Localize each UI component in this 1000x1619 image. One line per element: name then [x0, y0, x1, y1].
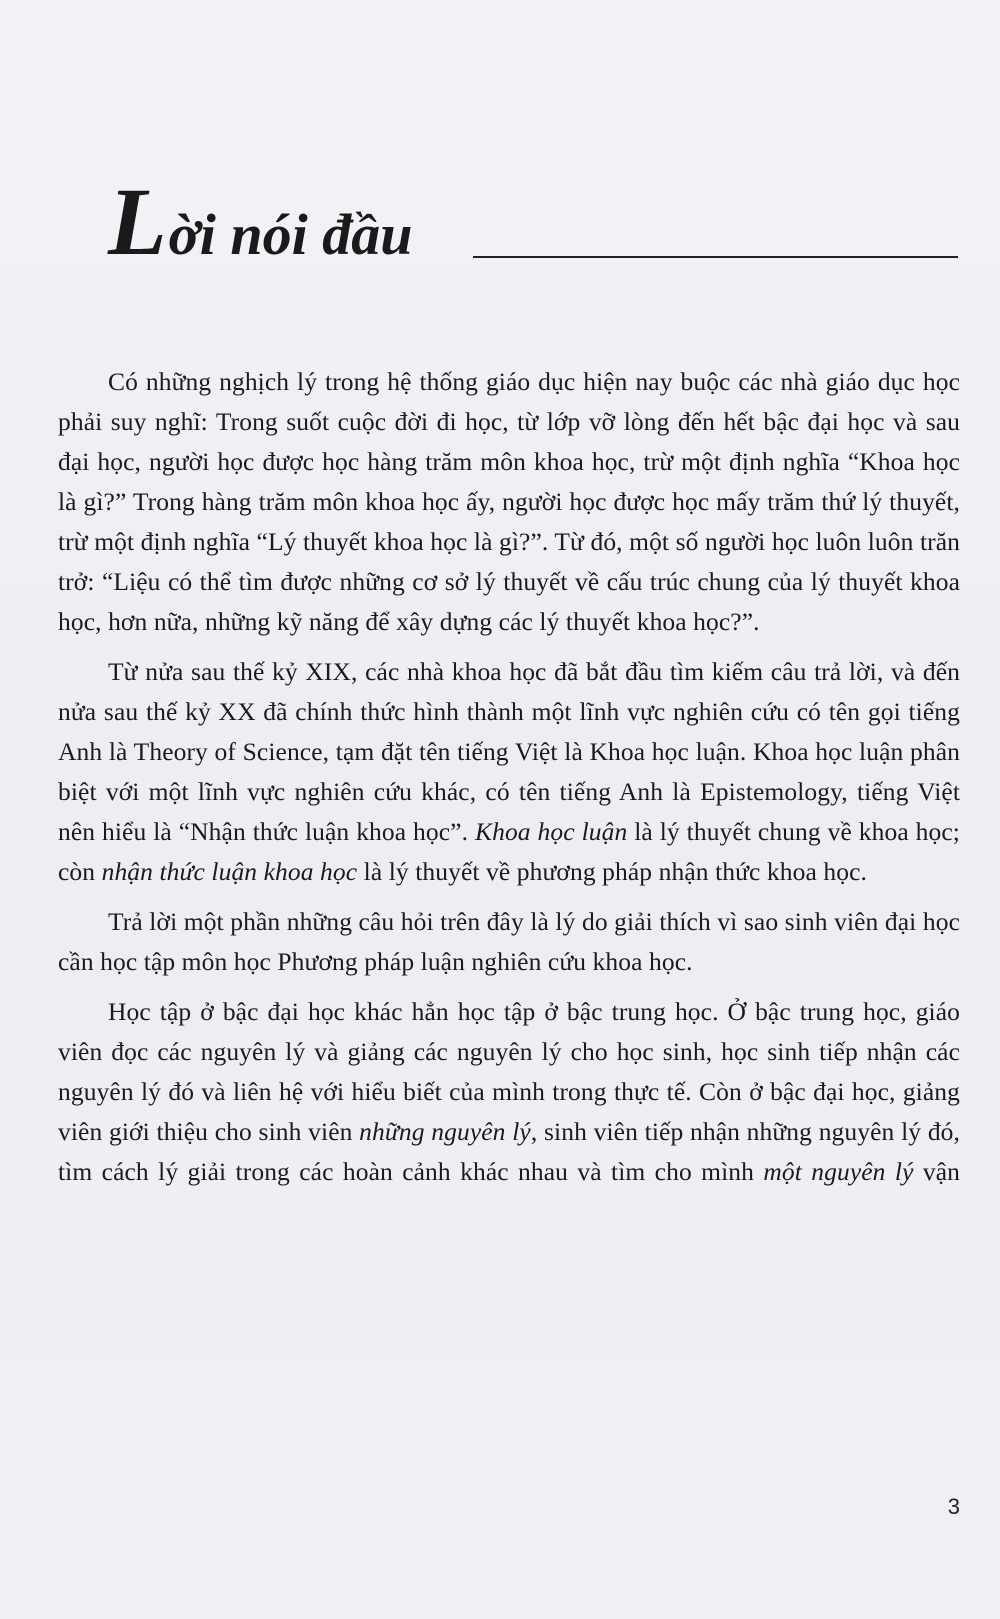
heading-rest: ời nói đầu [168, 202, 413, 267]
heading-dropcap: L [108, 168, 167, 275]
text-run: , sinh viên tiếp nhận những nguyên lý đó, tìm cách lý giải trong các hoàn cảnh khác nhau và tìm cho mình [58, 1117, 960, 1186]
italic-text: một nguyên lý [763, 1157, 914, 1186]
text-run: vận [913, 1157, 961, 1186]
chapter-heading [108, 168, 958, 275]
heading-title [108, 168, 413, 275]
italic-text: những nguyên lý [359, 1117, 531, 1146]
text-run: Có những nghịch lý trong hệ thống giáo dục hiện nay buộc các nhà giáo dục học phải suy nghĩ: Trong suốt cuộc đời đi học, từ lớp vỡ lòng đến hết bậc đại học và sau đại học, người học được học hàng trăm môn khoa học, trừ một định nghĩa “Khoa học là gì?” Trong hàng trăm môn khoa học ấy, người học được học mấy trăm thứ lý thuyết, trừ một định nghĩa “Lý thuyết khoa học là gì?”. Từ đó, một số người học luôn luôn trăn trở: “Liệu có thể tìm được những cơ sở lý thuyết về cấu trúc chung của lý thuyết khoa học, hơn nữa, những kỹ năng để xây dựng các lý thuyết khoa học?”. [58, 367, 960, 636]
paragraph [58, 652, 960, 892]
body-text [58, 362, 960, 1202]
italic-text: nhận thức luận khoa học [101, 857, 358, 886]
italic-text: Khoa học luận [474, 817, 628, 846]
paragraph [58, 902, 960, 982]
paragraph [58, 362, 960, 642]
text-run: Học tập ở bậc đại học khác hẳn học tập ở bậc trung học. Ở bậc trung học, giáo viên đọc các nguyên lý và giảng các nguyên lý cho học sinh, học sinh tiếp nhận các nguyên lý đó và liên hệ với hiểu biết của mình trong thực tế. Còn ở bậc đại học, giảng viên giới thiệu cho sinh viên [58, 997, 960, 1146]
heading-underline [473, 256, 958, 258]
text-run: Trả lời một phần những câu hỏi trên đây là lý do giải thích vì sao sinh viên đại học cần học tập môn học Phương pháp luận nghiên cứu khoa học. [58, 907, 960, 976]
text-run: là lý thuyết chung về khoa học; còn [58, 817, 960, 886]
text-run: Từ nửa sau thế kỷ XIX, các nhà khoa học đã bắt đầu tìm kiếm câu trả lời, và đến nửa sau thế kỷ XX đã chính thức hình thành một lĩnh vực nghiên cứu có tên gọi tiếng Anh là Theory of Science, tạm đặt tên tiếng Việt là Khoa học luận. Khoa học luận phân biệt với một lĩnh vực nghiên cứu khác, có tên tiếng Anh là Epistemology, tiếng Việt nên hiểu là “Nhận thức luận khoa học”. [58, 657, 960, 846]
paragraph [58, 992, 960, 1192]
text-run: là lý thuyết về phương pháp nhận thức khoa học. [357, 857, 867, 886]
page-number: 3 [947, 1494, 960, 1519]
